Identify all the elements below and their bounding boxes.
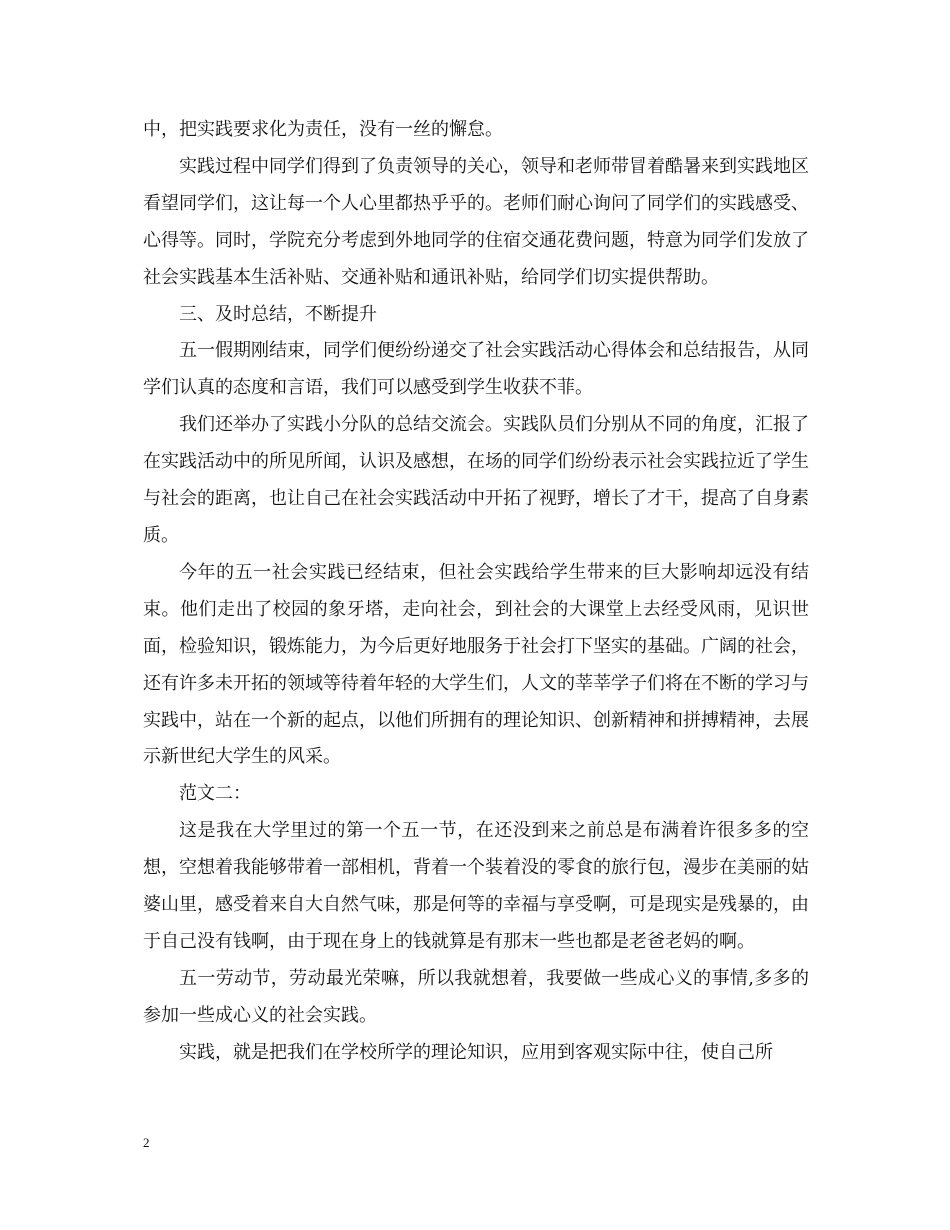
paragraph-may-day-hopes: 这是我在大学里过的第一个五一节，在还没到来之前总是布满着许很多多的空想，空想着我能够带着一部相机，背着一个装着没的零食的旅行包，漫步在美丽的姑婆山里，感受着来自大自然气味，那是何等的幸福与享受啊，可是现实是残暴的，由于自己没有钱啊，由于现在身上的钱就算是有那末一些也都是老爸老妈的啊。 [143, 820, 809, 952]
section-heading: 三、及时总结，不断提升 [179, 303, 377, 325]
paragraph-continuation: 中，把实践要求化为责任，没有一丝的懈怠。 [143, 119, 503, 140]
paragraph-reports: 五一假期刚结束，同学们便纷纷递交了社会实践活动心得体会和总结报告，从同学们认真的态度和言语，我们可以感受到学生收获不菲。 [143, 340, 809, 399]
paragraph-exchange-meeting: 我们还举办了实践小分队的总结交流会。实践队员们分别从不同的角度，汇报了在实践活动中的所见所闻，认识及感想，在场的同学们纷纷表示社会实践拉近了学生与社会的距离，也让自己在社会实践活动中开拓了视野，增长了才干，提高了自身素质。 [143, 414, 809, 546]
paragraph-leadership-care: 实践过程中同学们得到了负责领导的关心，领导和老师带冒着酷暑来到实践地区看望同学们，这让每一个人心里都热乎乎的。老师们耐心询问了同学们的实践感受、心得等。同时，学院充分考虑到外地同学的住宿交通花费问题，特意为同学们发放了社会实践基本生活补贴、交通补贴和通讯补贴，给同学们切实提供帮助。 [143, 155, 809, 288]
paragraph-practice-definition: 实践，就是把我们在学校所学的理论知识，应用到客观实际中往，使自己所 [179, 1041, 773, 1063]
paragraph-conclusion: 今年的五一社会实践已经结束，但社会实践给学生带来的巨大影响却远没有结束。他们走出了校园的象牙塔，走向社会，到社会的大课堂上去经受风雨，见识世面，检验知识，锻炼能力，为今后更好地服务于社会打下坚实的基础。广阔的社会，还有许多未开拓的领域等待着年轻的大学生们，人文的莘莘学子们将在不断的学习与实践中，站在一个新的起点，以他们所拥有的理论知识、创新精神和拼搏精神，去展示新世纪大学生的风采。 [143, 561, 809, 768]
document-body [143, 112, 809, 1072]
sample-heading: 范文二： [179, 783, 251, 805]
page-number: 2 [143, 1135, 150, 1150]
paragraph-labor-day: 五一劳动节，劳动最光荣嘛，所以我就想着，我要做一些成心义的事情,多多的参加一些成心义的社会实践。 [143, 967, 809, 1026]
